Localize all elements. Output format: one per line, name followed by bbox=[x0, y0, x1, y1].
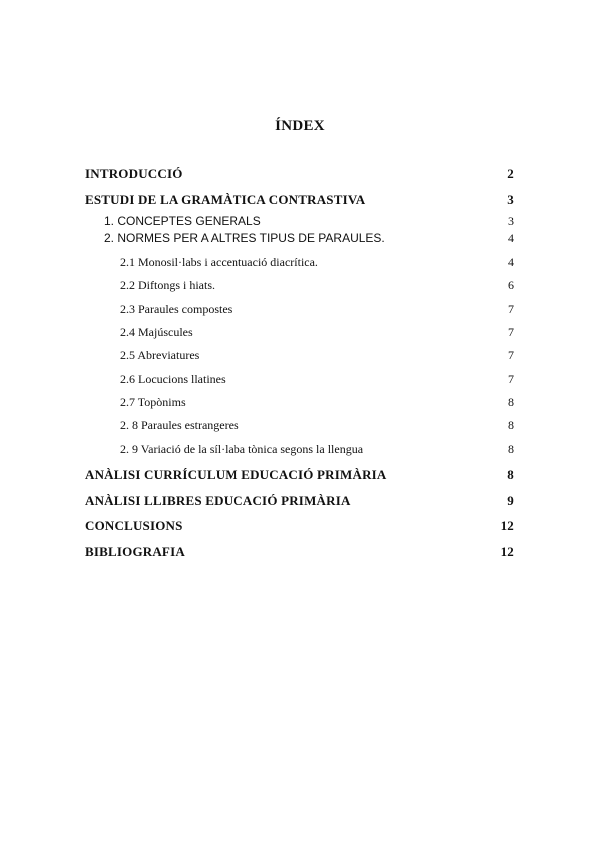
toc-entry-2-3[interactable] bbox=[0, 302, 600, 320]
toc-entry-label: 2.6 Locucions llatines bbox=[120, 372, 226, 386]
toc-entry-page: 12 bbox=[500, 544, 514, 559]
toc-entry-label: 2. 9 Variació de la síl·laba tònica segons la llengua bbox=[120, 442, 364, 456]
toc-entry-page: 8 bbox=[507, 467, 514, 482]
toc-entry-2-8[interactable] bbox=[0, 418, 600, 436]
toc-entry-page: 8 bbox=[508, 418, 514, 432]
toc-entry-label: 2.7 Topònims bbox=[120, 395, 186, 409]
toc-entry-analisi-curriculum[interactable] bbox=[0, 467, 600, 485]
toc-entry-2-4[interactable] bbox=[0, 325, 600, 343]
toc-entry-page: 4 bbox=[508, 255, 514, 269]
toc-entry-conceptes-generals[interactable] bbox=[0, 214, 600, 232]
toc-entry-analisi-llibres[interactable] bbox=[0, 493, 600, 511]
toc-entry-page: 9 bbox=[507, 493, 514, 508]
toc-entry-page: 3 bbox=[508, 214, 514, 228]
toc-entry-conclusions[interactable] bbox=[0, 518, 600, 536]
toc-entry-2-7[interactable] bbox=[0, 395, 600, 413]
toc-entry-label: 1. CONCEPTES GENERALS bbox=[104, 214, 261, 228]
toc-entry-page: 7 bbox=[508, 325, 514, 339]
toc-entry-introduccio[interactable] bbox=[0, 166, 600, 184]
toc-entry-label: ANÀLISI LLIBRES EDUCACIÓ PRIMÀRIA bbox=[85, 493, 351, 508]
toc-entry-estudi-gramatica[interactable] bbox=[0, 192, 600, 210]
toc-entry-page: 4 bbox=[508, 231, 514, 245]
toc-entry-2-9[interactable] bbox=[0, 442, 600, 460]
toc-entry-label: ANÀLISI CURRÍCULUM EDUCACIÓ PRIMÀRIA bbox=[85, 467, 387, 482]
toc-entry-label: 2.2 Diftongs i hiats. bbox=[120, 278, 215, 292]
toc-entry-2-5[interactable] bbox=[0, 348, 600, 366]
toc-entry-page: 6 bbox=[508, 278, 514, 292]
toc-entry-bibliografia[interactable] bbox=[0, 544, 600, 562]
toc-entry-page: 8 bbox=[508, 442, 514, 456]
toc-entry-label: 2. NORMES PER A ALTRES TIPUS DE PARAULES. bbox=[104, 231, 385, 245]
toc-entry-label: 2. 8 Paraules estrangeres bbox=[120, 418, 239, 432]
toc-entry-2-2[interactable] bbox=[0, 278, 600, 296]
toc-entry-label: CONCLUSIONS bbox=[85, 518, 183, 533]
toc-entry-normes[interactable] bbox=[0, 231, 600, 249]
toc-entry-label: ESTUDI DE LA GRAMÀTICA CONTRASTIVA bbox=[85, 192, 366, 207]
toc-entry-page: 3 bbox=[507, 192, 514, 207]
toc-entry-label: 2.5 Abreviatures bbox=[120, 348, 200, 362]
toc-entry-page: 7 bbox=[508, 372, 514, 386]
toc-entry-page: 7 bbox=[508, 348, 514, 362]
toc-entry-page: 2 bbox=[507, 166, 514, 181]
toc-entry-page: 12 bbox=[500, 518, 514, 533]
toc-entry-label: BIBLIOGRAFIA bbox=[85, 544, 185, 559]
toc-entry-2-1[interactable] bbox=[0, 255, 600, 273]
toc-entry-label: 2.4 Majúscules bbox=[120, 325, 193, 339]
toc-entry-label: 2.3 Paraules compostes bbox=[120, 302, 233, 316]
index-title: ÍNDEX bbox=[275, 118, 325, 134]
toc-entry-page: 8 bbox=[508, 395, 514, 409]
toc-entry-label: 2.1 Monosil·labs i accentuació diacrítica. bbox=[120, 255, 318, 269]
toc-entry-label: INTRODUCCIÓ bbox=[85, 166, 183, 181]
toc-entry-2-6[interactable] bbox=[0, 372, 600, 390]
toc-entry-page: 7 bbox=[508, 302, 514, 316]
